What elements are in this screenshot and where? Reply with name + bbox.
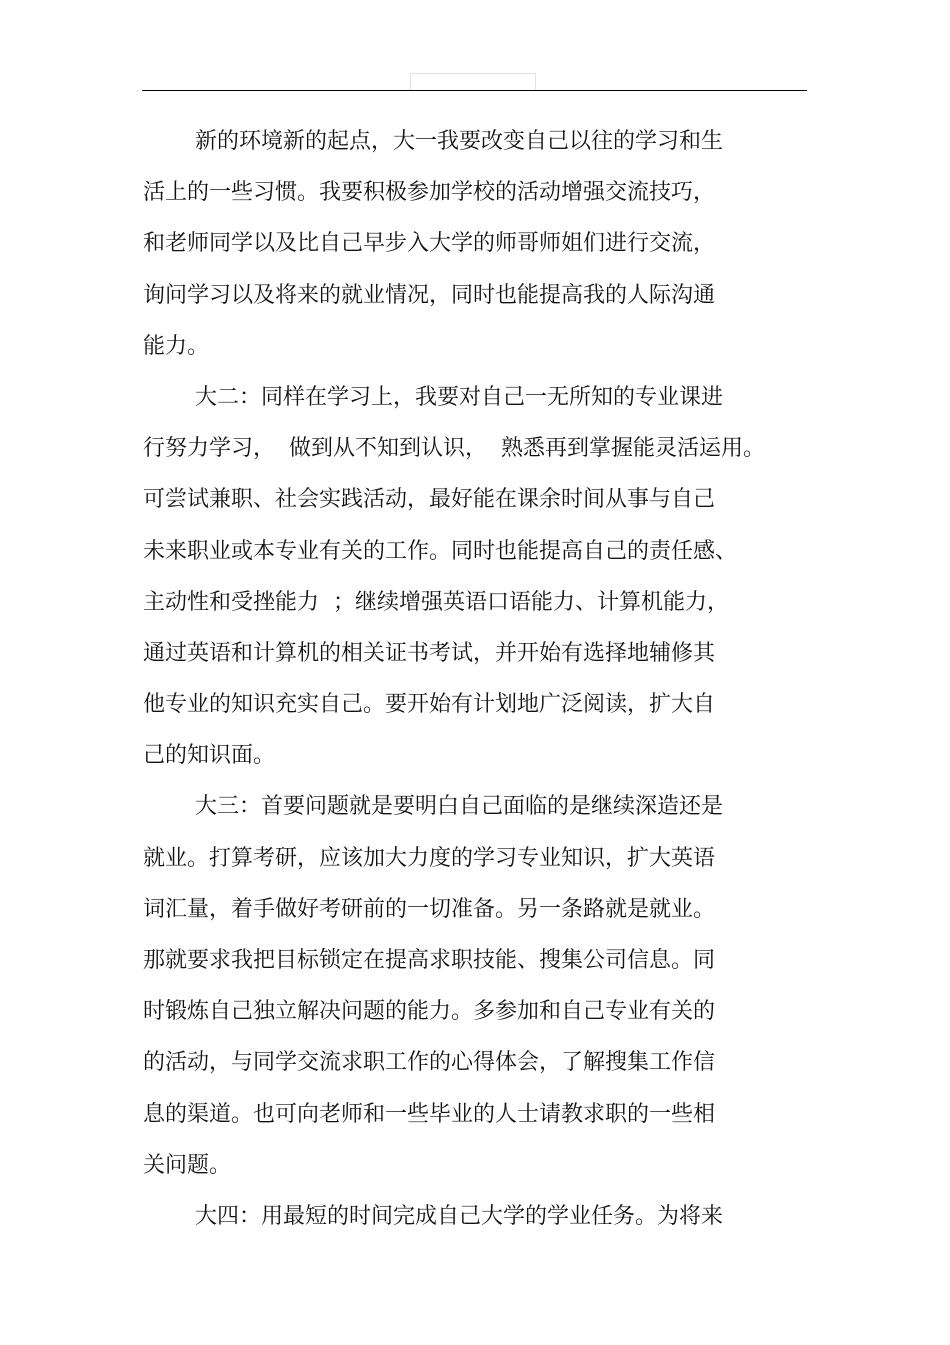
text-line: 他专业的知识充实自己。要开始有计划地广泛阅读，扩大自 bbox=[143, 692, 716, 718]
text-line: 通过英语和计算机的相关证书考试，并开始有选择地辅修其 bbox=[143, 640, 716, 666]
text-line: 的活动，与同学交流求职工作的心得体会，了解搜集工作信 bbox=[143, 1050, 716, 1076]
text-line: 关问题。 bbox=[143, 1152, 232, 1178]
text-line: 询问学习以及将来的就业情况，同时也能提高我的人际沟通 bbox=[143, 282, 716, 308]
text-line: 那就要求我把目标锁定在提高求职技能、搜集公司信息。同 bbox=[143, 948, 716, 973]
text-line: 息的渠道。也可向老师和一些毕业的人士请教求职的一些相 bbox=[143, 1101, 716, 1127]
text-line: 行努力学习， 做到从不知到认识， 熟悉再到掌握能灵活运用。 bbox=[143, 436, 765, 462]
text-line: 能力。 bbox=[143, 333, 210, 359]
header-rule bbox=[142, 90, 807, 91]
text-line: 就业。打算考研，应该加大力度的学习专业知识，扩大英语 bbox=[143, 845, 716, 871]
document-body bbox=[143, 122, 803, 1248]
header-tab bbox=[410, 73, 536, 91]
paragraph-first-line: 新的环境新的起点，大一我要改变自己以往的学习和生 bbox=[195, 129, 724, 154]
text-line: 和老师同学以及比自己早步入大学的师哥师姐们进行交流， bbox=[143, 231, 716, 257]
text-line: 活上的一些习惯。我要积极参加学校的活动增强交流技巧， bbox=[143, 180, 716, 206]
text-line: 己的知识面。 bbox=[143, 743, 276, 769]
paragraph-first-line: 大三：首要问题就是要明白自己面临的是继续深造还是 bbox=[195, 794, 724, 820]
text-line: 主动性和受挫能力 ；继续增强英语口语能力、计算机能力， bbox=[143, 589, 729, 615]
paragraph-first-line: 大四：用最短的时间完成自己大学的学业任务。为将来 bbox=[195, 1203, 724, 1229]
text-line: 时锻炼自己独立解决问题的能力。多参加和自己专业有关的 bbox=[143, 999, 716, 1025]
text-line: 可尝试兼职、社会实践活动，最好能在课余时间从事与自己 bbox=[143, 487, 716, 513]
paragraph-first-line: 大二：同样在学习上，我要对自己一无所知的专业课进 bbox=[195, 384, 724, 410]
text-line: 词汇量，着手做好考研前的一切准备。另一条路就是就业。 bbox=[143, 896, 716, 922]
text-line: 未来职业或本专业有关的工作。同时也能提高自己的责任感、 bbox=[143, 538, 738, 564]
